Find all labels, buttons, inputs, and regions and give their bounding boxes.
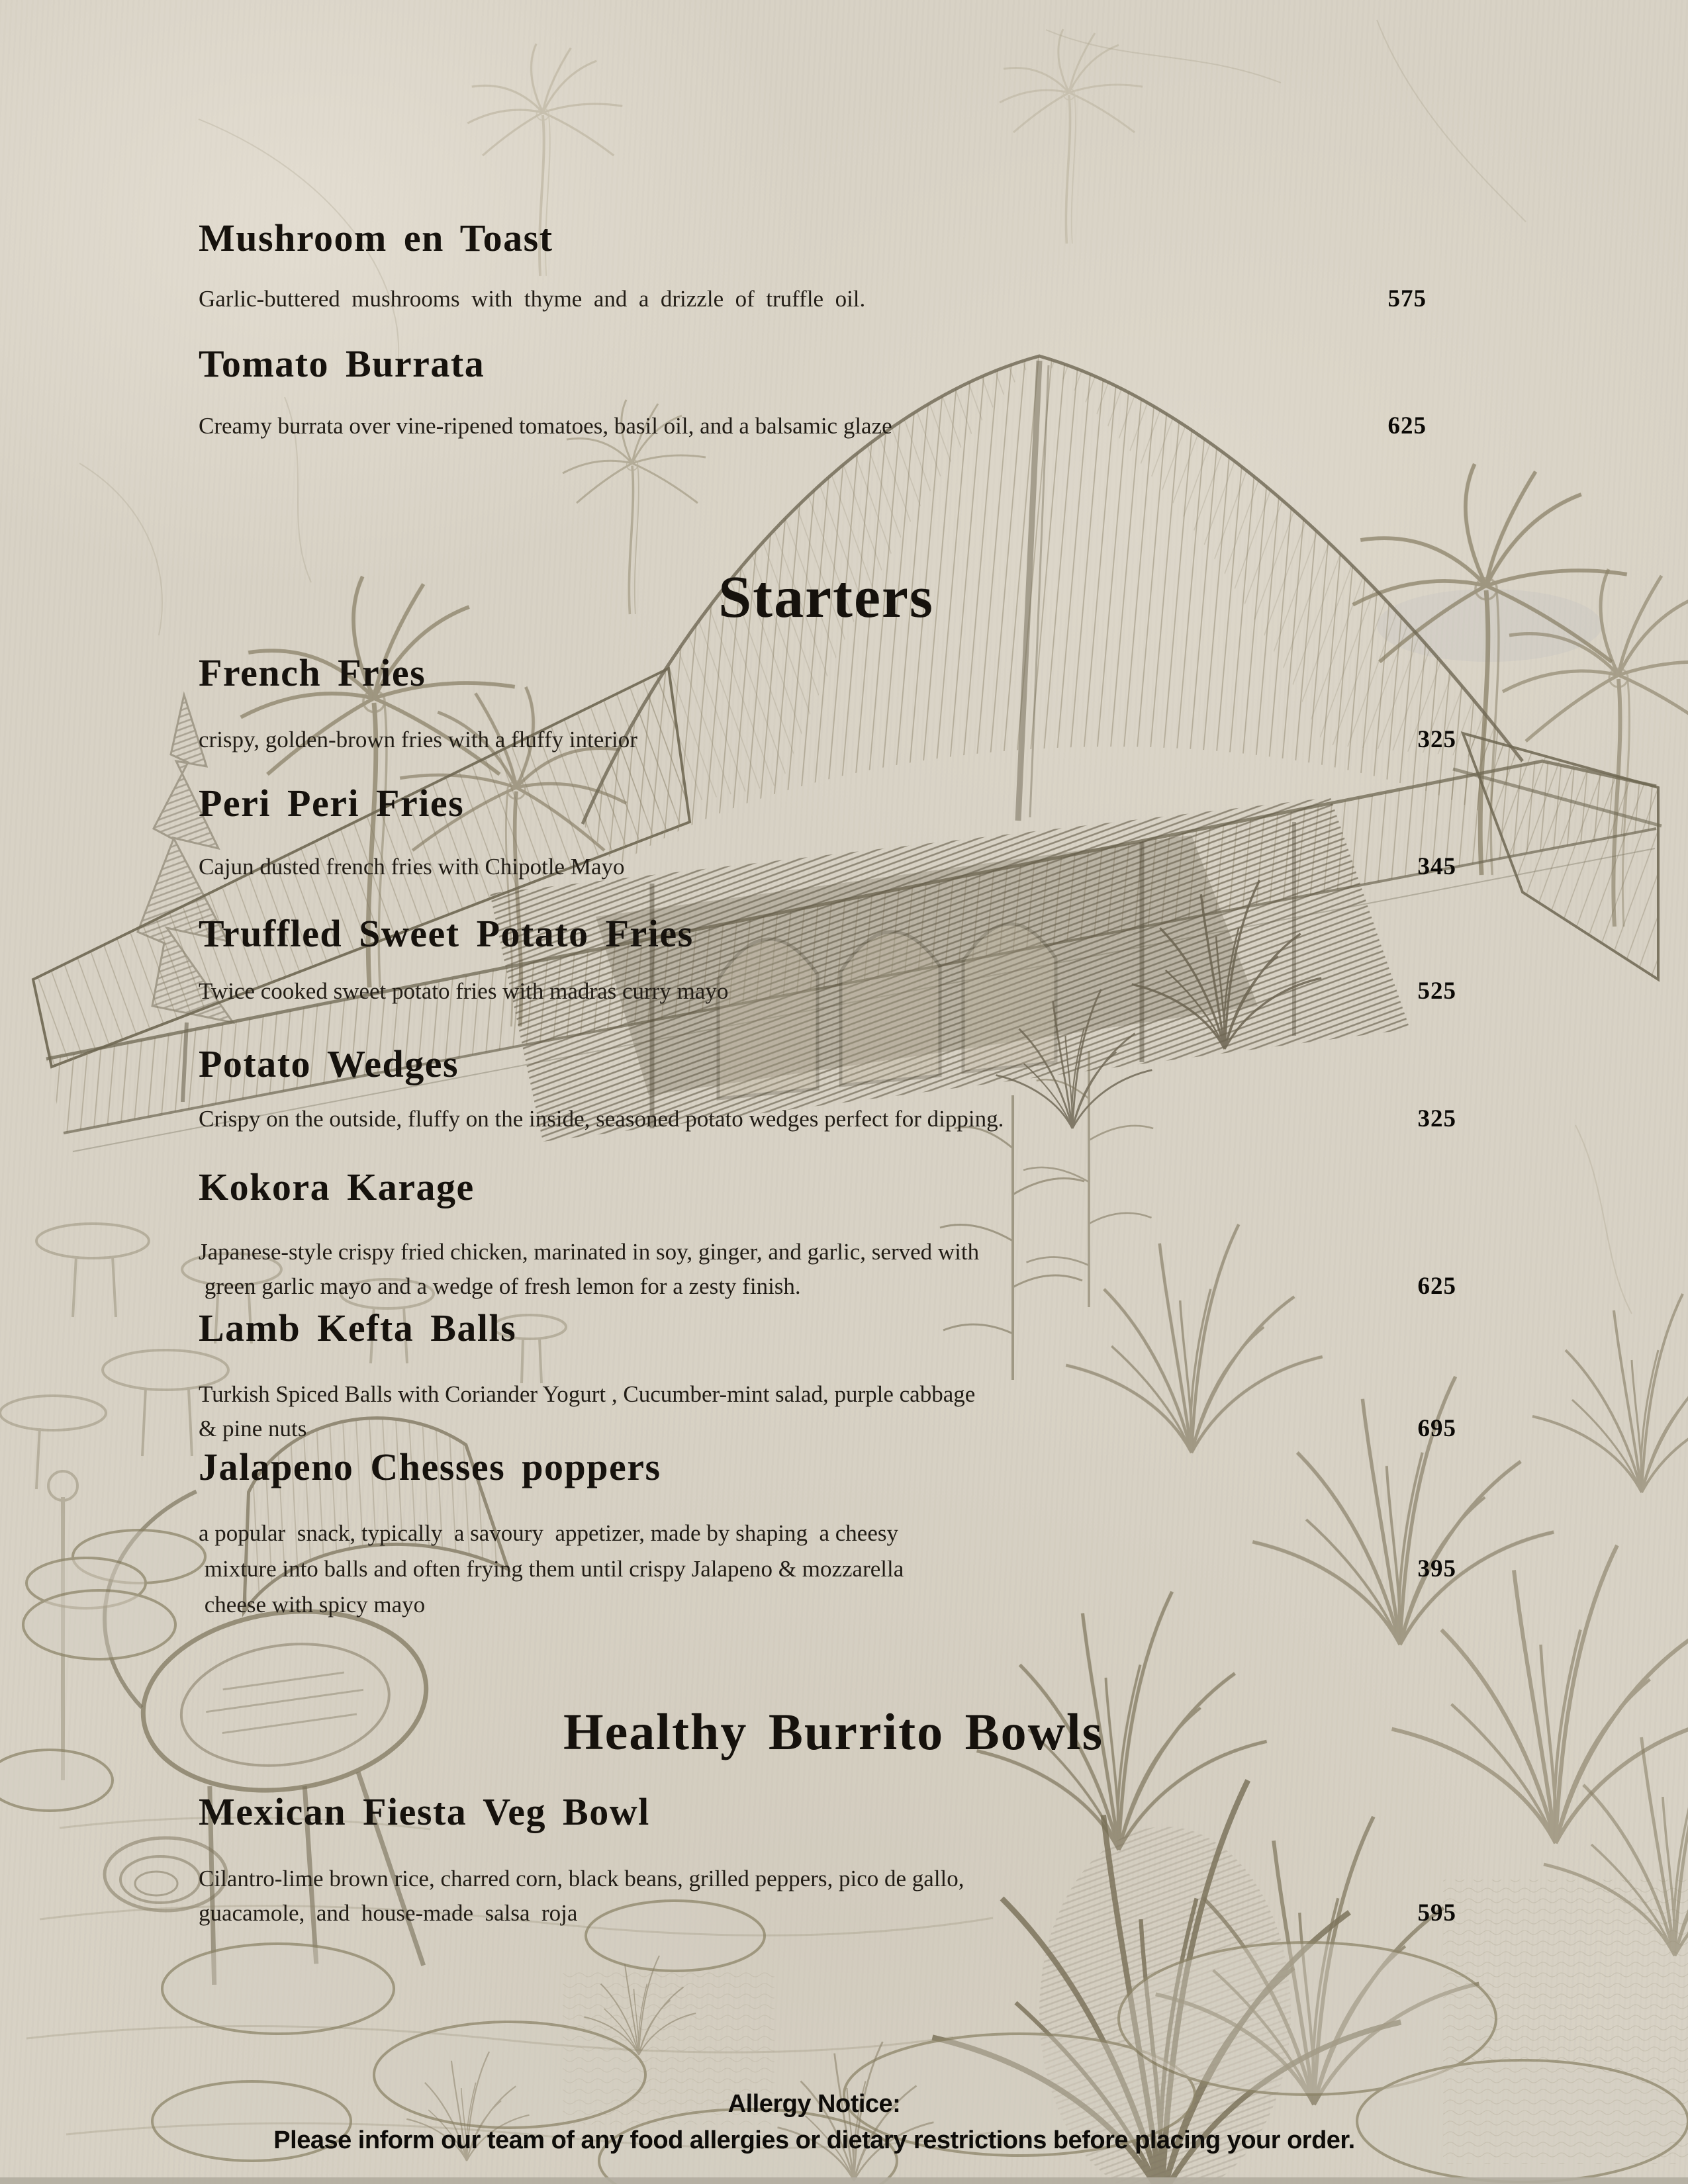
menu-item-description-line: guacamole, and house-made salsa roja: [199, 1900, 578, 1926]
menu-item-price: 595: [1417, 1899, 1456, 1927]
menu-item-name: Mexican Fiesta Veg Bowl: [199, 1790, 650, 1833]
menu-item: [199, 974, 1456, 1009]
menu-item-price: 325: [1417, 1105, 1456, 1132]
stepping-stones-sketch: [0, 1530, 1688, 2184]
menu-item-description-line: & pine nuts: [199, 1416, 307, 1441]
menu-item-name: Mushroom en Toast: [199, 216, 553, 259]
menu-item-name: Jalapeno Chesses poppers: [199, 1445, 661, 1488]
menu-item-price: 325: [1417, 726, 1456, 753]
menu-item-description-line: Japanese-style crispy fried chicken, marinated in soy, ginger, and garlic, served with: [199, 1239, 980, 1265]
menu-item: [199, 723, 1456, 757]
menu-item-name: French Fries: [199, 651, 426, 694]
menu-item-name: Peri Peri Fries: [199, 782, 465, 825]
menu-item: [199, 1235, 1456, 1304]
menu-item-description-line: Cajun dusted french fries with Chipotle Mayo: [199, 854, 625, 880]
allergy-notice-title: Allergy Notice:: [727, 2090, 901, 2118]
menu-item-name: Truffled Sweet Potato Fries: [199, 912, 694, 955]
menu-item: [199, 1862, 1456, 1931]
menu-item-description-line: Cilantro-lime brown rice, charred corn, black beans, grilled peppers, pico de gallo,: [199, 1866, 964, 1891]
menu-item-price: 525: [1417, 978, 1456, 1005]
menu-item-price: 625: [1417, 1273, 1456, 1300]
section-heading-starters: Starters: [718, 565, 934, 630]
menu-item-description-line: cheese with spicy mayo: [199, 1592, 426, 1617]
menu-item-description-line: Turkish Spiced Balls with Coriander Yogurt , Cucumber-mint salad, purple cabbage: [199, 1381, 976, 1407]
menu-item: [199, 850, 1456, 884]
menu-item: [199, 1516, 1456, 1623]
menu-item-name: Tomato Burrata: [199, 342, 485, 385]
menu-item-description-line: a popular snack, typically a savoury appetizer, made by shaping a cheesy: [199, 1520, 898, 1546]
menu-item-description-line: Crispy on the outside, fluffy on the inside, seasoned potato wedges perfect for dipping.: [199, 1106, 1004, 1132]
menu-item-description-line: Twice cooked sweet potato fries with madras curry mayo: [199, 978, 729, 1004]
menu-item-price: 345: [1417, 853, 1456, 880]
menu-item-description-line: green garlic mayo and a wedge of fresh lemon for a zesty finish.: [199, 1273, 801, 1299]
section-heading-burrito-bowls: Healthy Burrito Bowls: [563, 1703, 1103, 1760]
menu-item-description-line: Garlic-buttered mushrooms with thyme and a drizzle of truffle oil.: [199, 286, 866, 312]
menu-item: [199, 1377, 1456, 1446]
menu-item: [199, 282, 1427, 316]
menu-item-price: 625: [1387, 412, 1427, 439]
menu-item-description-line: Creamy burrata over vine-ripened tomatoes, basil oil, and a balsamic glaze: [199, 413, 892, 439]
menu-item-description-line: crispy, golden-brown fries with a fluffy interior: [199, 727, 637, 752]
menu-item-description-line: mixture into balls and often frying them until crispy Jalapeno & mozzarella: [199, 1556, 904, 1582]
menu-item-name: Lamb Kefta Balls: [199, 1306, 517, 1349]
menu-item-price: 395: [1417, 1555, 1456, 1582]
menu-item-price: 575: [1387, 285, 1427, 312]
menu-item: [199, 409, 1427, 443]
menu-item-name: Potato Wedges: [199, 1042, 459, 1085]
menu-item-price: 695: [1417, 1415, 1456, 1442]
menu-item-name: Kokora Karage: [199, 1165, 475, 1208]
allergy-notice-message: Please inform our team of any food allergies or dietary restrictions before placing your order.: [273, 2126, 1355, 2154]
menu-item: [199, 1102, 1456, 1136]
